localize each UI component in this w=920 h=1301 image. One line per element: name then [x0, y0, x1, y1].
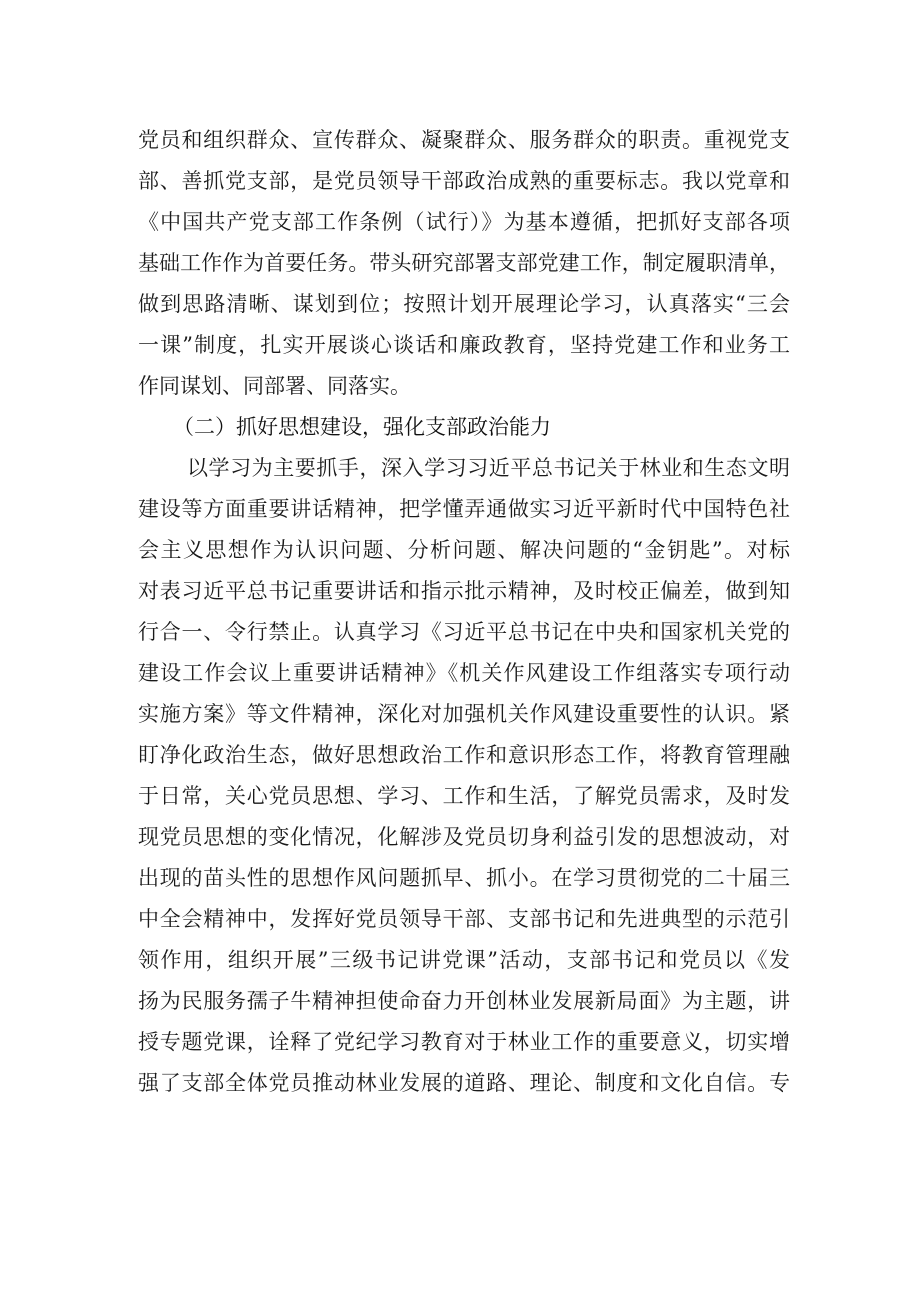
section-heading: （二）抓好思想建设，强化支部政治能力 — [173, 415, 551, 439]
text-line: 出现的苗头性的思想作风问题抓早、抓小。在学习贯彻党的二十届三 — [138, 866, 790, 890]
text-line: 党员和组织群众、宣传群众、凝聚群众、服务群众的职责。重视党支 — [138, 128, 790, 152]
text-line: 一课”制度，扎实开展谈心谈话和廉政教育，坚持党建工作和业务工 — [138, 333, 790, 357]
text-line: 基础工作作为首要任务。带头研究部署支部党建工作，制定履职清单， — [138, 251, 790, 275]
text-line: 作同谋划、同部署、同落实。 — [138, 374, 411, 398]
text-line: 以学习为主要抓手，深入学习习近平总书记关于林业和生态文明 — [187, 456, 790, 480]
text-line: 盯净化政治生态，做好思想政治工作和意识形态工作，将教育管理融 — [138, 743, 790, 767]
text-line: 授专题党课，诠释了党纪学习教育对于林业工作的重要意义，切实增 — [138, 1030, 790, 1054]
text-line: 建设等方面重要讲话精神，把学懂弄通做实习近平新时代中国特色社 — [138, 497, 790, 521]
text-line: 实施方案》等文件精神，深化对加强机关作风建设重要性的认识。紧 — [138, 702, 790, 726]
text-line: 对表习近平总书记重要讲话和指示批示精神，及时校正偏差，做到知 — [138, 579, 790, 603]
text-line: 建设工作会议上重要讲话精神》《机关作风建设工作组落实专项行动 — [138, 661, 790, 685]
paragraph-ideological-building — [138, 448, 790, 1104]
text-line: 于日常，关心党员思想、学习、工作和生活，了解党员需求，及时发 — [138, 784, 790, 808]
text-line: 做到思路清晰、谋划到位；按照计划开展理论学习，认真落实“三会 — [138, 292, 790, 316]
text-line: 部、善抓党支部，是党员领导干部政治成熟的重要标志。我以党章和 — [138, 169, 790, 193]
text-line: 强了支部全体党员推动林业发展的道路、理论、制度和文化自信。专 — [138, 1071, 790, 1095]
text-line: 行合一、令行禁止。认真学习《习近平总书记在中央和国家机关党的 — [138, 620, 790, 644]
text-line: 现党员思想的变化情况，化解涉及党员切身利益引发的思想波动，对 — [138, 825, 790, 849]
text-line: 会主义思想作为认识问题、分析问题、解决问题的“金钥匙”。对标 — [138, 538, 790, 562]
text-line: 领作用，组织开展”三级书记讲党课”活动，支部书记和党员以《发 — [138, 948, 790, 972]
paragraph-party-branch-duties — [138, 120, 790, 407]
text-line: 扬为民服务孺子牛精神担使命奋力开创林业发展新局面》为主题，讲 — [138, 989, 790, 1013]
text-line: 《中国共产党支部工作条例（试行）》为基本遵循，把抓好支部各项 — [138, 210, 790, 234]
document-body — [138, 120, 790, 1104]
text-line: 中全会精神中，发挥好党员领导干部、支部书记和先进典型的示范引 — [138, 907, 790, 931]
